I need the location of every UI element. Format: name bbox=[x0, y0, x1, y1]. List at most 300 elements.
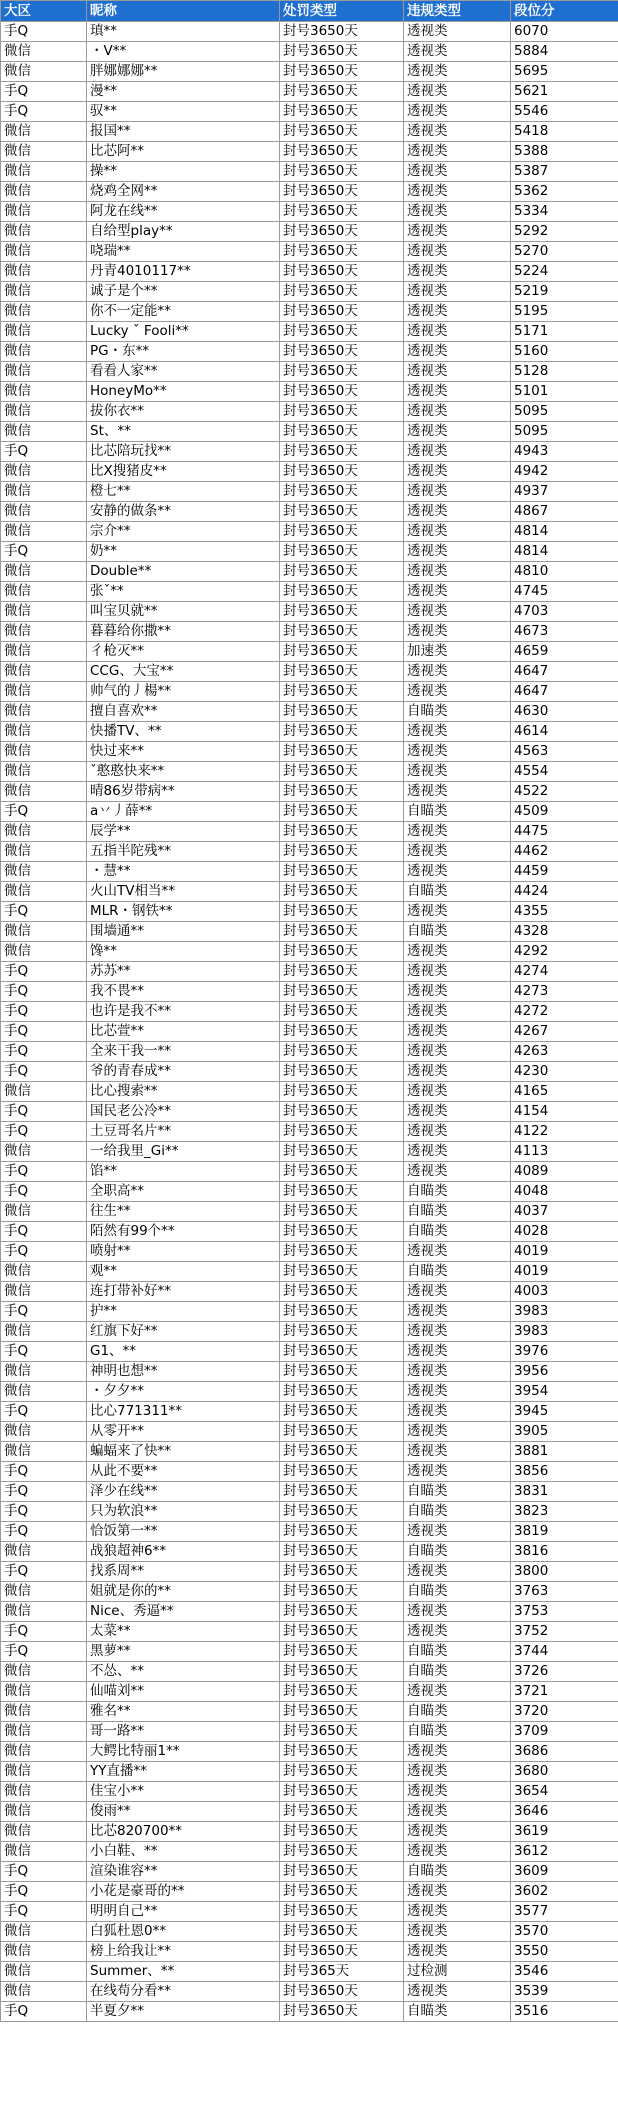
nickname-cell: 彳枪灭** bbox=[87, 642, 280, 662]
score-cell: 4048 bbox=[511, 1182, 618, 1202]
violation-cell: 透视类 bbox=[404, 782, 511, 802]
violation-cell: 自瞄类 bbox=[404, 1862, 511, 1882]
table-row bbox=[1, 82, 618, 102]
table-row bbox=[1, 1182, 618, 1202]
score-cell: 3546 bbox=[511, 1962, 618, 1982]
penalty-cell: 封号3650天 bbox=[280, 362, 404, 382]
violation-cell: 透视类 bbox=[404, 622, 511, 642]
penalty-cell: 封号3650天 bbox=[280, 222, 404, 242]
region-cell: 微信 bbox=[1, 1422, 87, 1442]
region-cell: 手Q bbox=[1, 902, 87, 922]
violation-cell: 透视类 bbox=[404, 1062, 511, 1082]
region-cell: 微信 bbox=[1, 1662, 87, 1682]
nickname-cell: 陌然有99个** bbox=[87, 1222, 280, 1242]
nickname-cell: G1、** bbox=[87, 1342, 280, 1362]
table-row bbox=[1, 1882, 618, 1902]
penalty-cell: 封号3650天 bbox=[280, 1322, 404, 1342]
penalty-cell: 封号3650天 bbox=[280, 1722, 404, 1742]
penalty-cell: 封号3650天 bbox=[280, 942, 404, 962]
table-row bbox=[1, 622, 618, 642]
violation-cell: 透视类 bbox=[404, 402, 511, 422]
nickname-cell: 拔你衣** bbox=[87, 402, 280, 422]
region-cell: 微信 bbox=[1, 842, 87, 862]
table-row bbox=[1, 442, 618, 462]
nickname-cell: MLR・钢铁** bbox=[87, 902, 280, 922]
score-cell: 4937 bbox=[511, 482, 618, 502]
table-row bbox=[1, 182, 618, 202]
region-cell: 微信 bbox=[1, 662, 87, 682]
violation-cell: 透视类 bbox=[404, 1102, 511, 1122]
score-cell: 5387 bbox=[511, 162, 618, 182]
nickname-cell: 往生** bbox=[87, 1202, 280, 1222]
table-row bbox=[1, 1122, 618, 1142]
score-cell: 5621 bbox=[511, 82, 618, 102]
header-nickname: 昵称 bbox=[87, 1, 280, 22]
violation-cell: 透视类 bbox=[404, 1242, 511, 1262]
score-cell: 3800 bbox=[511, 1562, 618, 1582]
region-cell: 微信 bbox=[1, 1322, 87, 1342]
penalty-cell: 封号3650天 bbox=[280, 122, 404, 142]
header-region: 大区 bbox=[1, 1, 87, 22]
nickname-cell: 操** bbox=[87, 162, 280, 182]
violation-cell: 透视类 bbox=[404, 1882, 511, 1902]
penalty-cell: 封号3650天 bbox=[280, 602, 404, 622]
penalty-cell: 封号3650天 bbox=[280, 1382, 404, 1402]
table-row bbox=[1, 402, 618, 422]
table-row bbox=[1, 1042, 618, 1062]
penalty-cell: 封号3650天 bbox=[280, 1282, 404, 1302]
nickname-cell: 快过来** bbox=[87, 742, 280, 762]
table-row bbox=[1, 1302, 618, 1322]
violation-cell: 透视类 bbox=[404, 1142, 511, 1162]
violation-cell: 自瞄类 bbox=[404, 1222, 511, 1242]
region-cell: 微信 bbox=[1, 942, 87, 962]
penalty-cell: 封号3650天 bbox=[280, 1362, 404, 1382]
score-cell: 6070 bbox=[511, 22, 618, 42]
score-cell: 5388 bbox=[511, 142, 618, 162]
score-cell: 5171 bbox=[511, 322, 618, 342]
nickname-cell: 晴86岁带病** bbox=[87, 782, 280, 802]
violation-cell: 透视类 bbox=[404, 1682, 511, 1702]
penalty-cell: 封号3650天 bbox=[280, 1522, 404, 1542]
score-cell: 3726 bbox=[511, 1662, 618, 1682]
violation-cell: 自瞄类 bbox=[404, 1482, 511, 1502]
table-body bbox=[1, 22, 618, 2022]
penalty-cell: 封号3650天 bbox=[280, 1182, 404, 1202]
region-cell: 手Q bbox=[1, 802, 87, 822]
score-cell: 3983 bbox=[511, 1302, 618, 1322]
region-cell: 微信 bbox=[1, 562, 87, 582]
violation-cell: 透视类 bbox=[404, 1602, 511, 1622]
penalty-cell: 封号3650天 bbox=[280, 1902, 404, 1922]
region-cell: 微信 bbox=[1, 1362, 87, 1382]
violation-cell: 透视类 bbox=[404, 42, 511, 62]
penalty-cell: 封号3650天 bbox=[280, 1742, 404, 1762]
violation-cell: 自瞄类 bbox=[404, 1582, 511, 1602]
violation-cell: 透视类 bbox=[404, 302, 511, 322]
violation-cell: 透视类 bbox=[404, 682, 511, 702]
score-cell: 4462 bbox=[511, 842, 618, 862]
violation-cell: 透视类 bbox=[404, 322, 511, 342]
nickname-cell: 雅名** bbox=[87, 1702, 280, 1722]
region-cell: 微信 bbox=[1, 722, 87, 742]
penalty-cell: 封号3650天 bbox=[280, 202, 404, 222]
score-cell: 3954 bbox=[511, 1382, 618, 1402]
violation-cell: 透视类 bbox=[404, 1802, 511, 1822]
region-cell: 手Q bbox=[1, 1162, 87, 1182]
nickname-cell: 一给我里_Gi** bbox=[87, 1142, 280, 1162]
region-cell: 微信 bbox=[1, 242, 87, 262]
table-row bbox=[1, 1102, 618, 1122]
score-cell: 3744 bbox=[511, 1642, 618, 1662]
nickname-cell: 阿龙在线** bbox=[87, 202, 280, 222]
score-cell: 4028 bbox=[511, 1222, 618, 1242]
nickname-cell: 战狼超神6** bbox=[87, 1542, 280, 1562]
table-row bbox=[1, 522, 618, 542]
violation-cell: 自瞄类 bbox=[404, 802, 511, 822]
score-cell: 3721 bbox=[511, 1682, 618, 1702]
score-cell: 4267 bbox=[511, 1022, 618, 1042]
table-row bbox=[1, 1362, 618, 1382]
score-cell: 4263 bbox=[511, 1042, 618, 1062]
penalty-cell: 封号3650天 bbox=[280, 1502, 404, 1522]
score-cell: 4113 bbox=[511, 1142, 618, 1162]
nickname-cell: 只为软浪** bbox=[87, 1502, 280, 1522]
violation-cell: 透视类 bbox=[404, 1382, 511, 1402]
nickname-cell: 围墙通** bbox=[87, 922, 280, 942]
score-cell: 5546 bbox=[511, 102, 618, 122]
table-row bbox=[1, 202, 618, 222]
score-cell: 4272 bbox=[511, 1002, 618, 1022]
score-cell: 5270 bbox=[511, 242, 618, 262]
table-row bbox=[1, 422, 618, 442]
nickname-cell: 国民老公冷** bbox=[87, 1102, 280, 1122]
region-cell: 手Q bbox=[1, 962, 87, 982]
score-cell: 4659 bbox=[511, 642, 618, 662]
region-cell: 手Q bbox=[1, 1862, 87, 1882]
score-cell: 4019 bbox=[511, 1242, 618, 1262]
violation-cell: 透视类 bbox=[404, 822, 511, 842]
nickname-cell: 也许是我不** bbox=[87, 1002, 280, 1022]
violation-cell: 透视类 bbox=[404, 722, 511, 742]
region-cell: 微信 bbox=[1, 822, 87, 842]
penalty-cell: 封号3650天 bbox=[280, 742, 404, 762]
region-cell: 微信 bbox=[1, 1822, 87, 1842]
nickname-cell: 比芯阿** bbox=[87, 142, 280, 162]
score-cell: 3720 bbox=[511, 1702, 618, 1722]
table-row bbox=[1, 382, 618, 402]
region-cell: 手Q bbox=[1, 1242, 87, 1262]
penalty-cell: 封号3650天 bbox=[280, 722, 404, 742]
score-cell: 3905 bbox=[511, 1422, 618, 1442]
penalty-cell: 封号3650天 bbox=[280, 1022, 404, 1042]
violation-cell: 透视类 bbox=[404, 962, 511, 982]
table-row bbox=[1, 62, 618, 82]
region-cell: 手Q bbox=[1, 1102, 87, 1122]
region-cell: 微信 bbox=[1, 1602, 87, 1622]
table-row bbox=[1, 22, 618, 42]
violation-cell: 自瞄类 bbox=[404, 1202, 511, 1222]
penalty-cell: 封号3650天 bbox=[280, 702, 404, 722]
violation-cell: 自瞄类 bbox=[404, 1642, 511, 1662]
nickname-cell: 大鳄比特丽1** bbox=[87, 1742, 280, 1762]
table-row bbox=[1, 542, 618, 562]
nickname-cell: 土豆哥名片** bbox=[87, 1122, 280, 1142]
region-cell: 手Q bbox=[1, 1622, 87, 1642]
violation-cell: 透视类 bbox=[404, 1922, 511, 1942]
score-cell: 3577 bbox=[511, 1902, 618, 1922]
table-row bbox=[1, 122, 618, 142]
violation-cell: 透视类 bbox=[404, 1302, 511, 1322]
nickname-cell: 诚子是个** bbox=[87, 282, 280, 302]
penalty-cell: 封号3650天 bbox=[280, 802, 404, 822]
nickname-cell: 护** bbox=[87, 1302, 280, 1322]
score-cell: 3816 bbox=[511, 1542, 618, 1562]
score-cell: 3956 bbox=[511, 1362, 618, 1382]
nickname-cell: 比芯萱** bbox=[87, 1022, 280, 1042]
score-cell: 3856 bbox=[511, 1462, 618, 1482]
violation-cell: 透视类 bbox=[404, 1462, 511, 1482]
violation-cell: 透视类 bbox=[404, 382, 511, 402]
region-cell: 微信 bbox=[1, 1202, 87, 1222]
penalty-cell: 封号3650天 bbox=[280, 1922, 404, 1942]
score-cell: 4355 bbox=[511, 902, 618, 922]
score-cell: 4424 bbox=[511, 882, 618, 902]
violation-cell: 自瞄类 bbox=[404, 1662, 511, 1682]
table-row bbox=[1, 942, 618, 962]
nickname-cell: 报国** bbox=[87, 122, 280, 142]
score-cell: 5362 bbox=[511, 182, 618, 202]
penalty-cell: 封号3650天 bbox=[280, 862, 404, 882]
table-row bbox=[1, 242, 618, 262]
nickname-cell: Nice、秀逼** bbox=[87, 1602, 280, 1622]
region-cell: 手Q bbox=[1, 1462, 87, 1482]
penalty-cell: 封号3650天 bbox=[280, 282, 404, 302]
penalty-cell: 封号3650天 bbox=[280, 842, 404, 862]
region-cell: 微信 bbox=[1, 322, 87, 342]
violation-cell: 透视类 bbox=[404, 422, 511, 442]
score-cell: 3976 bbox=[511, 1342, 618, 1362]
score-cell: 4563 bbox=[511, 742, 618, 762]
table-row bbox=[1, 1002, 618, 1022]
nickname-cell: Lucky ˇ Fooli** bbox=[87, 322, 280, 342]
nickname-cell: 比心搜索** bbox=[87, 1082, 280, 1102]
violation-cell: 透视类 bbox=[404, 762, 511, 782]
nickname-cell: 快播TV、** bbox=[87, 722, 280, 742]
region-cell: 微信 bbox=[1, 1082, 87, 1102]
nickname-cell: 哥一路** bbox=[87, 1722, 280, 1742]
score-cell: 3983 bbox=[511, 1322, 618, 1342]
region-cell: 微信 bbox=[1, 282, 87, 302]
nickname-cell: 胖娜娜娜** bbox=[87, 62, 280, 82]
violation-cell: 透视类 bbox=[404, 1422, 511, 1442]
table-row bbox=[1, 1342, 618, 1362]
nickname-cell: 白狐杜恩0** bbox=[87, 1922, 280, 1942]
region-cell: 微信 bbox=[1, 1962, 87, 1982]
region-cell: 微信 bbox=[1, 1282, 87, 1302]
region-cell: 微信 bbox=[1, 462, 87, 482]
table-row bbox=[1, 902, 618, 922]
penalty-cell: 封号3650天 bbox=[280, 1802, 404, 1822]
penalty-cell: 封号3650天 bbox=[280, 182, 404, 202]
table-row bbox=[1, 682, 618, 702]
score-cell: 4554 bbox=[511, 762, 618, 782]
penalty-cell: 封号3650天 bbox=[280, 1462, 404, 1482]
region-cell: 手Q bbox=[1, 1122, 87, 1142]
score-cell: 4810 bbox=[511, 562, 618, 582]
score-cell: 3602 bbox=[511, 1882, 618, 1902]
table-row bbox=[1, 1402, 618, 1422]
penalty-cell: 封号3650天 bbox=[280, 22, 404, 42]
violation-cell: 透视类 bbox=[404, 1402, 511, 1422]
violation-cell: 透视类 bbox=[404, 1042, 511, 1062]
table-row bbox=[1, 362, 618, 382]
score-cell: 4647 bbox=[511, 662, 618, 682]
score-cell: 5128 bbox=[511, 362, 618, 382]
violation-cell: 透视类 bbox=[404, 1362, 511, 1382]
violation-cell: 透视类 bbox=[404, 82, 511, 102]
nickname-cell: 暮暮给你撒** bbox=[87, 622, 280, 642]
region-cell: 手Q bbox=[1, 1022, 87, 1042]
nickname-cell: 宗介** bbox=[87, 522, 280, 542]
nickname-cell: YY直播** bbox=[87, 1762, 280, 1782]
table-row bbox=[1, 1982, 618, 2002]
table-row bbox=[1, 1522, 618, 1542]
table-row bbox=[1, 1662, 618, 1682]
violation-cell: 自瞄类 bbox=[404, 882, 511, 902]
region-cell: 微信 bbox=[1, 1682, 87, 1702]
region-cell: 微信 bbox=[1, 862, 87, 882]
penalty-cell: 封号3650天 bbox=[280, 962, 404, 982]
violation-cell: 透视类 bbox=[404, 102, 511, 122]
violation-cell: 透视类 bbox=[404, 22, 511, 42]
score-cell: 5418 bbox=[511, 122, 618, 142]
penalty-cell: 封号3650天 bbox=[280, 582, 404, 602]
nickname-cell: 找系周** bbox=[87, 1562, 280, 1582]
penalty-cell: 封号3650天 bbox=[280, 1542, 404, 1562]
nickname-cell: 漫** bbox=[87, 82, 280, 102]
table-row bbox=[1, 142, 618, 162]
score-cell: 4509 bbox=[511, 802, 618, 822]
score-cell: 3550 bbox=[511, 1942, 618, 1962]
table-row bbox=[1, 1602, 618, 1622]
table-row bbox=[1, 1582, 618, 1602]
nickname-cell: 小花是豪哥的** bbox=[87, 1882, 280, 1902]
violation-cell: 透视类 bbox=[404, 1022, 511, 1042]
score-cell: 4614 bbox=[511, 722, 618, 742]
score-cell: 4019 bbox=[511, 1262, 618, 1282]
table-row bbox=[1, 702, 618, 722]
region-cell: 手Q bbox=[1, 1482, 87, 1502]
penalty-cell: 封号3650天 bbox=[280, 1002, 404, 1022]
table-row bbox=[1, 842, 618, 862]
nickname-cell: 泽少在线** bbox=[87, 1482, 280, 1502]
region-cell: 微信 bbox=[1, 1262, 87, 1282]
nickname-cell: 我不畏** bbox=[87, 982, 280, 1002]
score-cell: 5334 bbox=[511, 202, 618, 222]
region-cell: 微信 bbox=[1, 1382, 87, 1402]
score-cell: 3831 bbox=[511, 1482, 618, 1502]
table-row bbox=[1, 822, 618, 842]
nickname-cell: 馋** bbox=[87, 942, 280, 962]
nickname-cell: 渲染谁容** bbox=[87, 1862, 280, 1882]
violation-cell: 自瞄类 bbox=[404, 1542, 511, 1562]
score-cell: 5224 bbox=[511, 262, 618, 282]
violation-cell: 透视类 bbox=[404, 982, 511, 1002]
region-cell: 微信 bbox=[1, 882, 87, 902]
penalty-cell: 封号3650天 bbox=[280, 1982, 404, 2002]
violation-cell: 透视类 bbox=[404, 942, 511, 962]
nickname-cell: 不怂、** bbox=[87, 1662, 280, 1682]
table-row bbox=[1, 762, 618, 782]
violation-cell: 透视类 bbox=[404, 1842, 511, 1862]
header-rank-score: 段位分 bbox=[511, 1, 618, 22]
table-row bbox=[1, 1822, 618, 1842]
score-cell: 3680 bbox=[511, 1762, 618, 1782]
penalty-cell: 封号3650天 bbox=[280, 1242, 404, 1262]
nickname-cell: 小白鞋、** bbox=[87, 1842, 280, 1862]
table-row bbox=[1, 1622, 618, 1642]
region-cell: 手Q bbox=[1, 542, 87, 562]
violation-cell: 透视类 bbox=[404, 902, 511, 922]
score-cell: 4328 bbox=[511, 922, 618, 942]
violation-cell: 透视类 bbox=[404, 502, 511, 522]
region-cell: 手Q bbox=[1, 1062, 87, 1082]
nickname-cell: CCG、大宝** bbox=[87, 662, 280, 682]
penalty-cell: 封号3650天 bbox=[280, 482, 404, 502]
region-cell: 微信 bbox=[1, 782, 87, 802]
penalty-cell: 封号3650天 bbox=[280, 1082, 404, 1102]
region-cell: 微信 bbox=[1, 1802, 87, 1822]
region-cell: 微信 bbox=[1, 1942, 87, 1962]
table-row bbox=[1, 1742, 618, 1762]
region-cell: 手Q bbox=[1, 82, 87, 102]
nickname-cell: Double** bbox=[87, 562, 280, 582]
table-row bbox=[1, 1462, 618, 1482]
nickname-cell: 爷的青春成** bbox=[87, 1062, 280, 1082]
score-cell: 3619 bbox=[511, 1822, 618, 1842]
table-row bbox=[1, 722, 618, 742]
nickname-cell: 橙七** bbox=[87, 482, 280, 502]
table-row bbox=[1, 222, 618, 242]
nickname-cell: 帅气的丿楊** bbox=[87, 682, 280, 702]
penalty-cell: 封号3650天 bbox=[280, 1882, 404, 1902]
violation-cell: 透视类 bbox=[404, 562, 511, 582]
region-cell: 手Q bbox=[1, 1562, 87, 1582]
penalty-cell: 封号3650天 bbox=[280, 1662, 404, 1682]
region-cell: 微信 bbox=[1, 702, 87, 722]
table-row bbox=[1, 882, 618, 902]
penalty-cell: 封号3650天 bbox=[280, 1562, 404, 1582]
table-row bbox=[1, 1842, 618, 1862]
nickname-cell: 哓瑞** bbox=[87, 242, 280, 262]
table-row bbox=[1, 322, 618, 342]
penalty-cell: 封号3650天 bbox=[280, 1042, 404, 1062]
penalty-cell: 封号3650天 bbox=[280, 1222, 404, 1242]
region-cell: 微信 bbox=[1, 522, 87, 542]
nickname-cell: a丷丿薛** bbox=[87, 802, 280, 822]
region-cell: 微信 bbox=[1, 302, 87, 322]
table-row bbox=[1, 782, 618, 802]
table-row bbox=[1, 502, 618, 522]
table-row bbox=[1, 1862, 618, 1882]
table-row bbox=[1, 42, 618, 62]
region-cell: 手Q bbox=[1, 1902, 87, 1922]
region-cell: 手Q bbox=[1, 1882, 87, 1902]
score-cell: 3646 bbox=[511, 1802, 618, 1822]
region-cell: 微信 bbox=[1, 202, 87, 222]
region-cell: 微信 bbox=[1, 742, 87, 762]
